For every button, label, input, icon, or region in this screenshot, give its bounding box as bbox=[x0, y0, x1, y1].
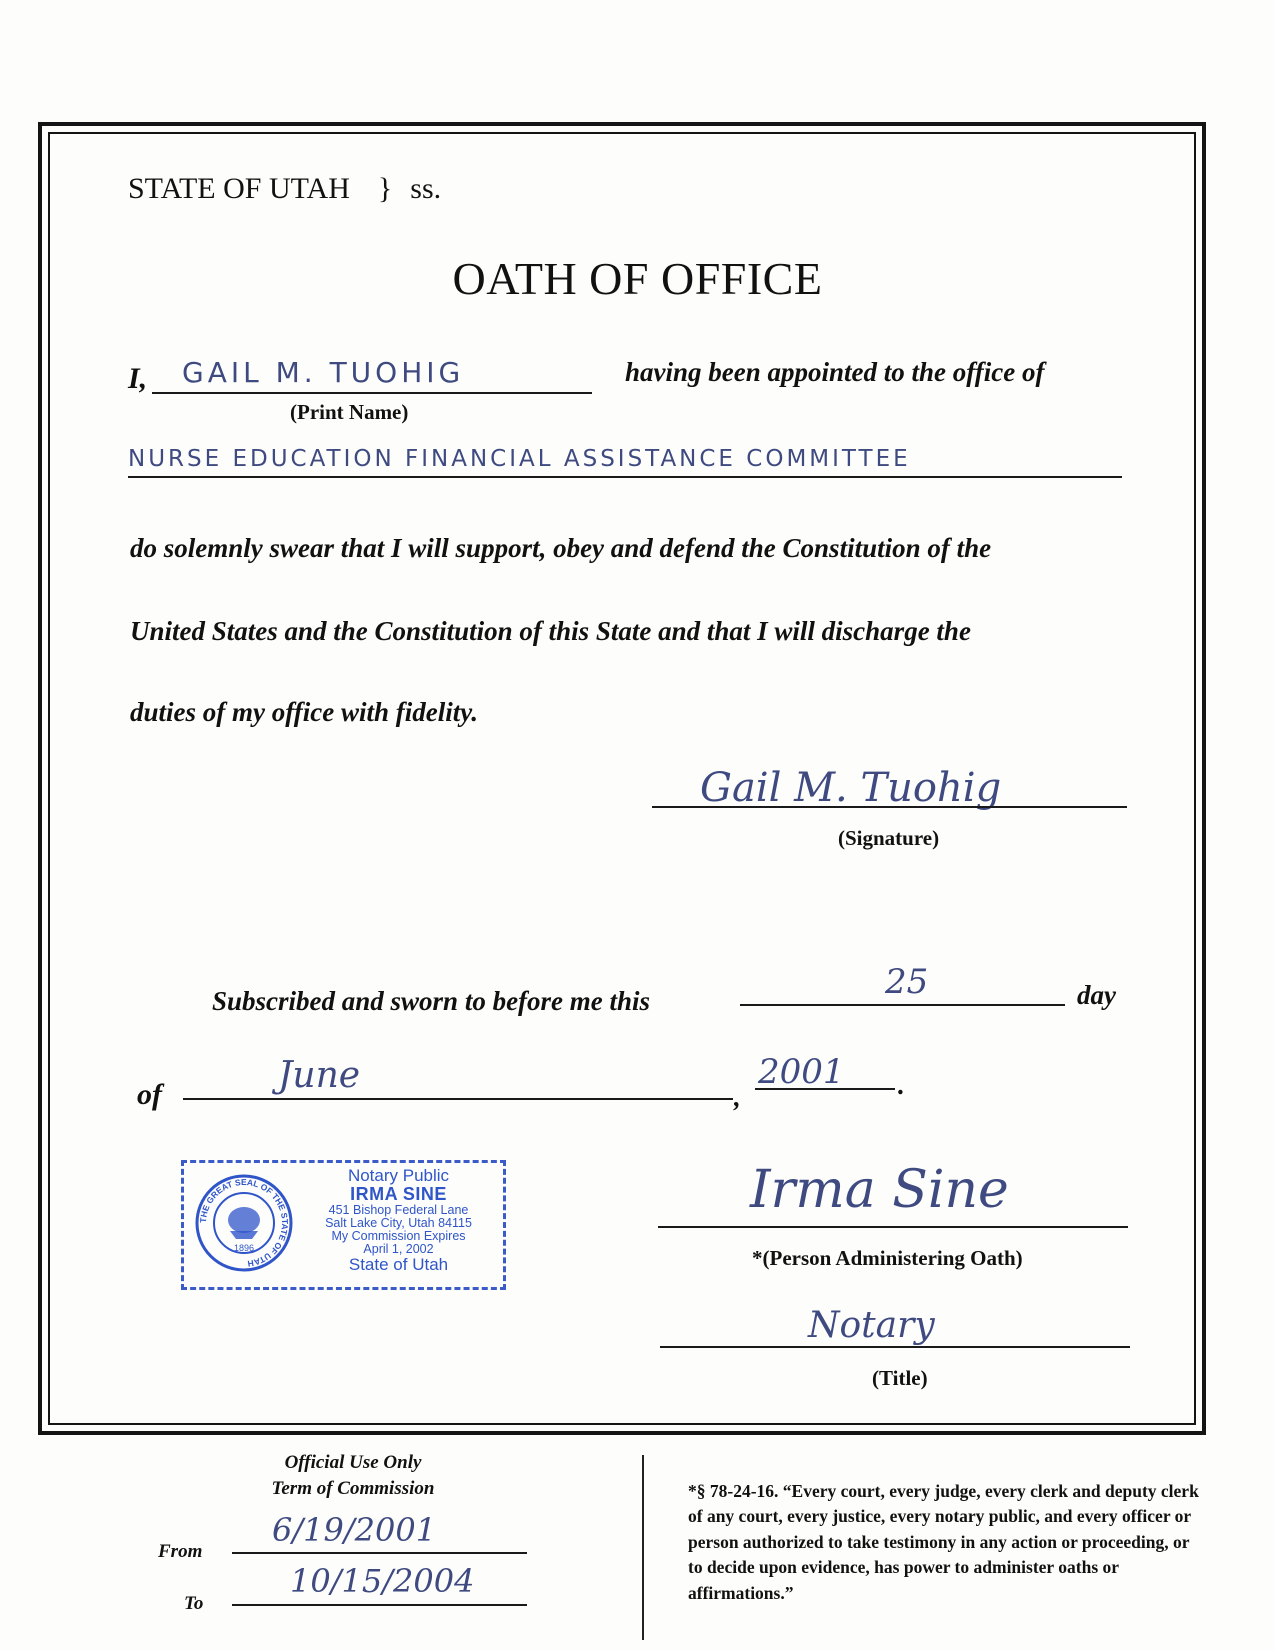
oath-line-2: United States and the Constitution of this State and that I will discharge the bbox=[130, 616, 971, 646]
to-handwritten: 10/15/2004 bbox=[290, 1562, 475, 1600]
sworn-text: Subscribed and sworn to before me this bbox=[212, 986, 651, 1016]
oath-line-3: duties of my office with fidelity. bbox=[130, 697, 478, 727]
comma: , bbox=[734, 1082, 741, 1112]
seal-ring-text: THE GREAT SEAL OF THE STATE OF UTAH bbox=[197, 1176, 291, 1269]
stamp-line-3: 451 Bishop Federal Lane bbox=[328, 1202, 469, 1217]
oath-prefix: I, bbox=[128, 362, 148, 395]
office-handwritten: NURSE EDUCATION FINANCIAL ASSISTANCE COMMITTEE bbox=[128, 446, 911, 472]
title-line bbox=[660, 1346, 1130, 1348]
signature-label: (Signature) bbox=[838, 826, 940, 850]
title-label: (Title) bbox=[872, 1366, 928, 1390]
from-label: From bbox=[158, 1541, 203, 1562]
stamp-line-4: Salt Lake City, Utah 84115 bbox=[325, 1215, 472, 1230]
official-line-2: Term of Commission bbox=[271, 1477, 435, 1499]
period: . bbox=[898, 1070, 905, 1100]
stamp-line-2: IRMA SINE bbox=[350, 1183, 447, 1204]
footer-divider bbox=[642, 1455, 644, 1640]
day-word: day bbox=[1077, 980, 1116, 1010]
stamp-line-7: State of Utah bbox=[348, 1255, 449, 1275]
to-label: To bbox=[184, 1593, 204, 1614]
month-line bbox=[183, 1098, 733, 1100]
day-line bbox=[740, 1004, 1065, 1006]
oath-line-1: do solemnly swear that I will support, obey and defend the Constitution of the bbox=[130, 533, 992, 563]
notary-stamp bbox=[181, 1160, 506, 1290]
official-line-1: Official Use Only bbox=[284, 1452, 422, 1473]
title-handwritten: Notary bbox=[808, 1305, 935, 1346]
seal-year: 1896 bbox=[233, 1243, 255, 1253]
administrator-line bbox=[658, 1226, 1128, 1228]
statute-text: *§ 78-24-16. “Every court, every judge, every clerk and deputy clerk of any court, every justice, every notary public, and every officer or person authorized to take testimony in any action or proceeding, or to decide upon evidence, has power to administer oaths or affirmations.” bbox=[688, 1481, 1199, 1603]
administrator-label: *(Person Administering Oath) bbox=[752, 1246, 1023, 1270]
name-handwritten: GAIL M. TUOHIG bbox=[182, 356, 465, 389]
stamp-text bbox=[302, 1167, 495, 1274]
state-seal-icon bbox=[194, 1173, 294, 1273]
day-handwritten: 25 bbox=[885, 962, 929, 1002]
year-handwritten: 2001 bbox=[758, 1052, 845, 1092]
stamp-line-1: Notary Public bbox=[347, 1166, 450, 1185]
from-handwritten: 6/19/2001 bbox=[272, 1511, 437, 1549]
venue-heading bbox=[128, 172, 441, 206]
venue-brace: } bbox=[377, 172, 393, 205]
month-handwritten: June bbox=[278, 1055, 361, 1096]
signature-line bbox=[652, 806, 1127, 808]
name-line bbox=[152, 392, 592, 394]
official-use-heading bbox=[268, 1450, 438, 1501]
office-line bbox=[128, 476, 1122, 478]
stamp-line-6: April 1, 2002 bbox=[363, 1242, 434, 1257]
of-word: of bbox=[137, 1078, 162, 1111]
oath-signature: Gail M. Tuohig bbox=[700, 765, 1002, 811]
appointed-text: having been appointed to the office of bbox=[625, 357, 1045, 387]
stamp-line-5: My Commission Expires bbox=[331, 1228, 466, 1243]
document-title: OATH OF OFFICE bbox=[452, 253, 823, 304]
to-line bbox=[232, 1604, 527, 1606]
name-label: (Print Name) bbox=[290, 400, 409, 424]
from-line bbox=[232, 1552, 527, 1554]
venue-state: STATE OF UTAH bbox=[128, 172, 350, 205]
administrator-signature: Irma Sine bbox=[750, 1160, 1009, 1220]
venue-ss: ss. bbox=[410, 172, 442, 205]
